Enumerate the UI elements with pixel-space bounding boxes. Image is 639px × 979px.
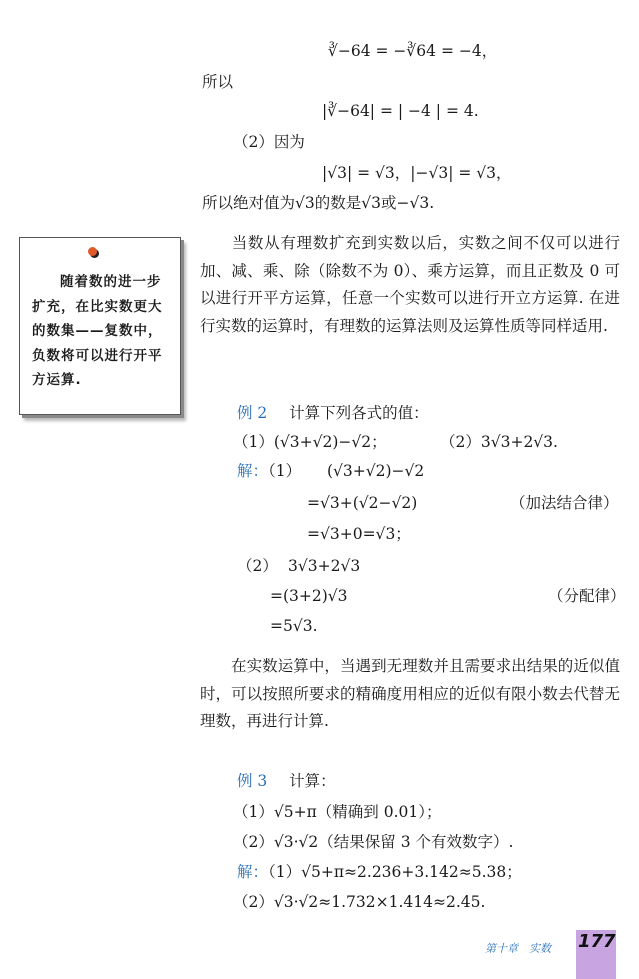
- example-2-heading: [237, 402, 429, 424]
- text-conclusion: 所以绝对值为√3的数是√3或−√3.: [202, 194, 435, 212]
- pushpin-icon: [88, 247, 97, 256]
- example-2-question-2: （2）3√3+2√3.: [440, 433, 558, 451]
- solution-label-3: 解：: [237, 863, 269, 881]
- solution-2-line-2: =(3+2)√3: [270, 587, 348, 605]
- example-3-heading: [237, 770, 336, 792]
- example-3-question-2: （2）√3·√2（结果保留 3 个有效数字）.: [233, 833, 514, 851]
- side-note-content: 随着数的进一步扩充，在比实数更大的数集——复数中，负数将可以进行开平方运算.: [32, 274, 163, 388]
- equation-cube-root: ∛−64 = −∛64 = −4，: [328, 42, 498, 60]
- solution-part-2-tag: （2）: [237, 557, 278, 575]
- example-2-prompt: 计算下列各式的值：: [289, 404, 429, 422]
- example-2-label: 例 2: [237, 404, 268, 422]
- solution-2-line-1: 3√3+2√3: [288, 557, 361, 575]
- footer-chapter-title: 第十章 实数: [485, 942, 551, 955]
- equation-absolute-cube-root: |∛−64| = | −4 | = 4.: [322, 102, 479, 120]
- solution-1-note-associative: （加法结合律）: [510, 494, 619, 512]
- paragraph-approximation: [200, 653, 620, 736]
- paragraph-2-text: 在实数运算中，当遇到无理数并且需要求出结果的近似值时，可以按照所要求的精确度用相应的近似有限小数去代替无理数，再进行计算.: [200, 657, 620, 730]
- solution-part-1-tag: （1）: [268, 462, 302, 480]
- solution-1-line-2: =√3+(√2−√2): [307, 494, 418, 512]
- paragraph-1-text: 当数从有理数扩充到实数以后，实数之间不仅可以进行加、减、乘、除（除数不为 0）、乘方运算，而且正数及 0 可以进行开平方运算，任意一个实数可以进行开立方运算. 在进行实数的运算时，有理数的运算法则及运算性质等同样适用.: [200, 234, 620, 335]
- text-so: 所以: [202, 73, 234, 91]
- text-part2-because: （2）因为: [233, 133, 305, 151]
- equation-abs-sqrt3: |√3| = √3，|−√3| = √3，: [322, 164, 512, 182]
- paragraph-real-number-operations: [200, 230, 620, 340]
- side-note-card: [19, 237, 181, 415]
- solution-1-line-1: (√3+√2)−√2: [327, 462, 425, 480]
- solution-1-line-3: =√3+0=√3；: [307, 525, 411, 543]
- page-number-box: [576, 930, 616, 979]
- example-3-question-1: （1）√5+π（精确到 0.01）；: [233, 803, 442, 821]
- example-3-solution-2: （2）√3·√2≈1.732×1.414≈2.45.: [233, 893, 486, 911]
- example-2-solution-label: [237, 460, 301, 482]
- example-3-solution-1-text: （1）√5+π≈2.236+3.142≈5.38；: [268, 863, 522, 881]
- solution-label: 解：: [237, 462, 269, 480]
- solution-2-note-distributive: （分配律）: [548, 587, 626, 605]
- example-3-prompt: 计算：: [289, 772, 336, 790]
- solution-2-line-3: =5√3.: [270, 617, 318, 635]
- example-2-question-1: （1）(√3+√2)−√2；: [233, 433, 387, 451]
- example-3-label: 例 3: [237, 772, 268, 790]
- side-note-text: [32, 270, 174, 393]
- page-number: 177: [578, 931, 616, 952]
- example-3-solution-1: [237, 861, 522, 883]
